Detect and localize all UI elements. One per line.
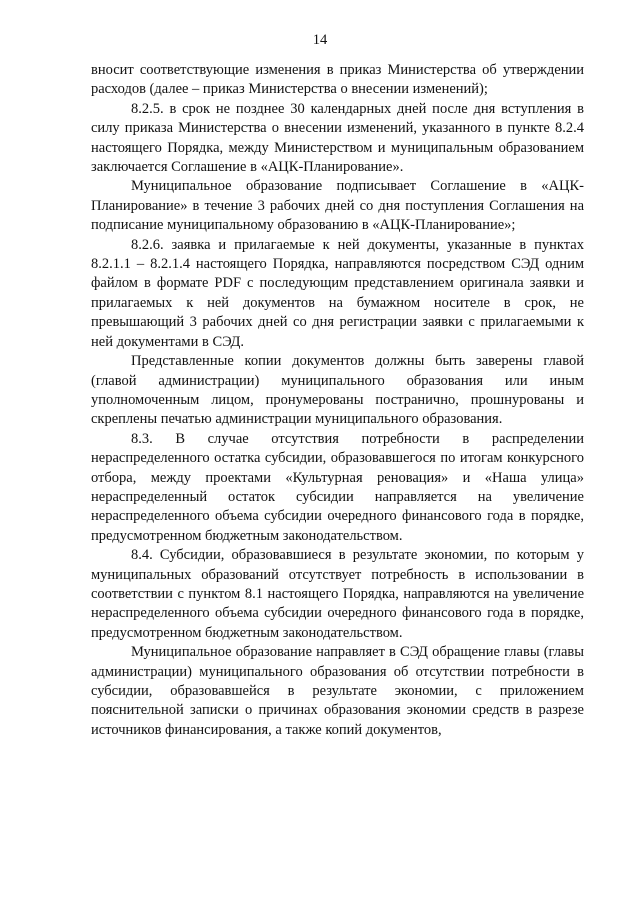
paragraph-copies-certification: Представленные копии документов должны быть заверены главой (главой администрации) муниципального образования или иным уполномоченным лицом, пронумерованы постранично, прошнурованы и скреплены печатью администрации муниципального образования. xyxy=(91,353,584,428)
paragraph-continuation: вносит соответствующие изменения в приказ Министерства об утверждении расходов (далее – приказ Министерства о внесении изменений); xyxy=(91,62,584,98)
paragraph-8-3: 8.3. В случае отсутствия потребности в распределении нераспределенного остатка субсидии, образовавшегося по итогам конкурсного отбора, между проектами «Культурная реновация» и «Наша улица» нераспределенный остаток субсидии направляется на увеличение нераспределенного объема субсидии очередного финансового года в порядке, предусмотренном бюджетным законодательством. xyxy=(91,430,584,544)
paragraph-8-2-5: 8.2.5. в срок не позднее 30 календарных дней после дня вступления в силу приказа Министерства о внесении изменений, указанного в пункте 8.2.4 настоящего Порядка, между Министерством и муниципальным образованием заключается Соглашение в «АЦК-Планирование». xyxy=(91,100,584,176)
paragraph-appeal: Муниципальное образование направляет в СЭД обращение главы (главы администрации) муниципального образования об отсутствии потребности в субсидии, образовавшейся в результате экономии, с приложением пояснительной записки о причинах образования экономии средств в разрезе источников финансирования, а также копий документов, xyxy=(91,644,584,738)
paragraph-8-2-6: 8.2.6. заявка и прилагаемые к ней документы, указанные в пунктах 8.2.1.1 – 8.2.1.4 настоящего Порядка, направляются посредством СЭД одним файлом в формате PDF с последующим представлением оригинала заявки и прилагаемых к ней документов на бумажном носителе в срок, не превышающий 3 рабочих дней со дня регистрации заявки с прилагаемыми к ней документами в СЭД. xyxy=(91,236,584,350)
paragraph-8-4: 8.4. Субсидии, образовавшиеся в результате экономии, по которым у муниципальных образований отсутствует потребность в использовании в соответствии с пунктом 8.1 настоящего Порядка, направляются на увеличение нераспределенного объема субсидии очередного финансового года в порядке, предусмотренном бюджетным законодательством. xyxy=(91,547,584,641)
document-body xyxy=(91,61,584,740)
paragraph-agreement-signing: Муниципальное образование подписывает Соглашение в «АЦК-Планирование» в течение 3 рабочих дней со дня поступления Соглашения на подписание муниципальному образованию в «АЦК-Планирование»; xyxy=(91,178,584,234)
page-number: 14 xyxy=(312,32,328,48)
